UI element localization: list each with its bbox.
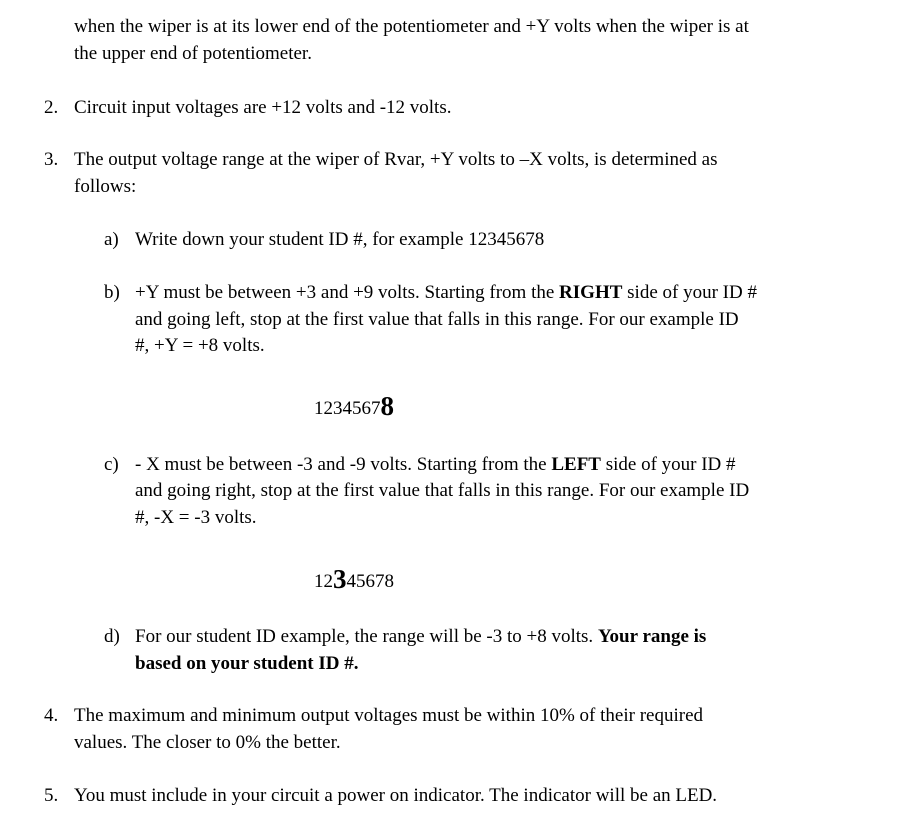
item-4-line-2: values. The closer to 0% the better. — [74, 732, 341, 753]
item-4-line-1: The maximum and minimum output voltages must be within 10% of their required — [74, 705, 704, 726]
sub-c-line-1-bold: LEFT — [551, 454, 601, 475]
sub-d-label: d) — [104, 626, 120, 647]
sub-a-label: a) — [104, 229, 119, 250]
item-3-number: 3. — [44, 149, 59, 170]
sub-b-label: b) — [104, 282, 120, 303]
item-5-text: You must include in your circuit a power on indicator. The indicator will be an LED. — [74, 785, 718, 806]
sub-b-line-2: and going left, stop at the first value that falls in this range. For our example ID — [135, 309, 739, 330]
item-3-line-1: The output voltage range at the wiper of Rvar, +Y volts to –X volts, is determined as — [74, 149, 718, 170]
sub-c-label: c) — [104, 454, 119, 475]
item-5-number: 5. — [44, 785, 59, 806]
sub-b-line-1-bold: RIGHT — [559, 282, 623, 303]
sub-a-text: Write down your student ID #, for example 12345678 — [135, 229, 545, 250]
sub-b-line-1-pre: +Y must be between +3 and +9 volts. Starting from the — [135, 282, 560, 303]
sub-b-line-1 — [135, 280, 757, 306]
sub-b-line-1-post: side of your ID # — [622, 282, 757, 303]
sub-c-id-post: 45678 — [346, 571, 394, 592]
sub-d-line-1-bold: Your range is — [597, 626, 707, 647]
sub-b-line-3: #, +Y = +8 volts. — [135, 335, 265, 356]
sub-c-line-1 — [135, 452, 736, 478]
sub-c-line-1-pre: - X must be between -3 and -9 volts. Starting from the — [135, 454, 552, 475]
sub-c-line-2: and going right, stop at the first value that falls in this range. For our example ID — [135, 480, 750, 501]
item-3-line-2: follows: — [74, 176, 137, 197]
sub-c-example-id — [314, 564, 394, 597]
item-2-number: 2. — [44, 97, 59, 118]
item-2-text: Circuit input voltages are +12 volts and -12 volts. — [74, 97, 452, 118]
sub-d-line-1 — [135, 624, 706, 650]
item-4-number: 4. — [44, 705, 59, 726]
sub-c-id-highlight: 3 — [333, 564, 347, 594]
sub-b-id-normal: 1234567 — [314, 398, 381, 419]
sub-d-line-2 — [135, 651, 358, 677]
sub-c-id-pre: 12 — [314, 571, 333, 592]
sub-d-line-2-bold: based on your student ID #. — [135, 653, 359, 674]
sub-d-line-1-normal: For our student ID example, the range will be -3 to +8 volts. — [135, 626, 598, 647]
sub-c-line-1-post: side of your ID # — [600, 454, 736, 475]
sub-b-example-id — [314, 391, 394, 424]
intro-line-2: the upper end of potentiometer. — [74, 43, 312, 64]
sub-c-line-3: #, -X = -3 volts. — [135, 507, 257, 528]
intro-line-1: when the wiper is at its lower end of the potentiometer and +Y volts when the wiper is at — [74, 16, 749, 37]
sub-b-id-highlight: 8 — [380, 391, 394, 421]
